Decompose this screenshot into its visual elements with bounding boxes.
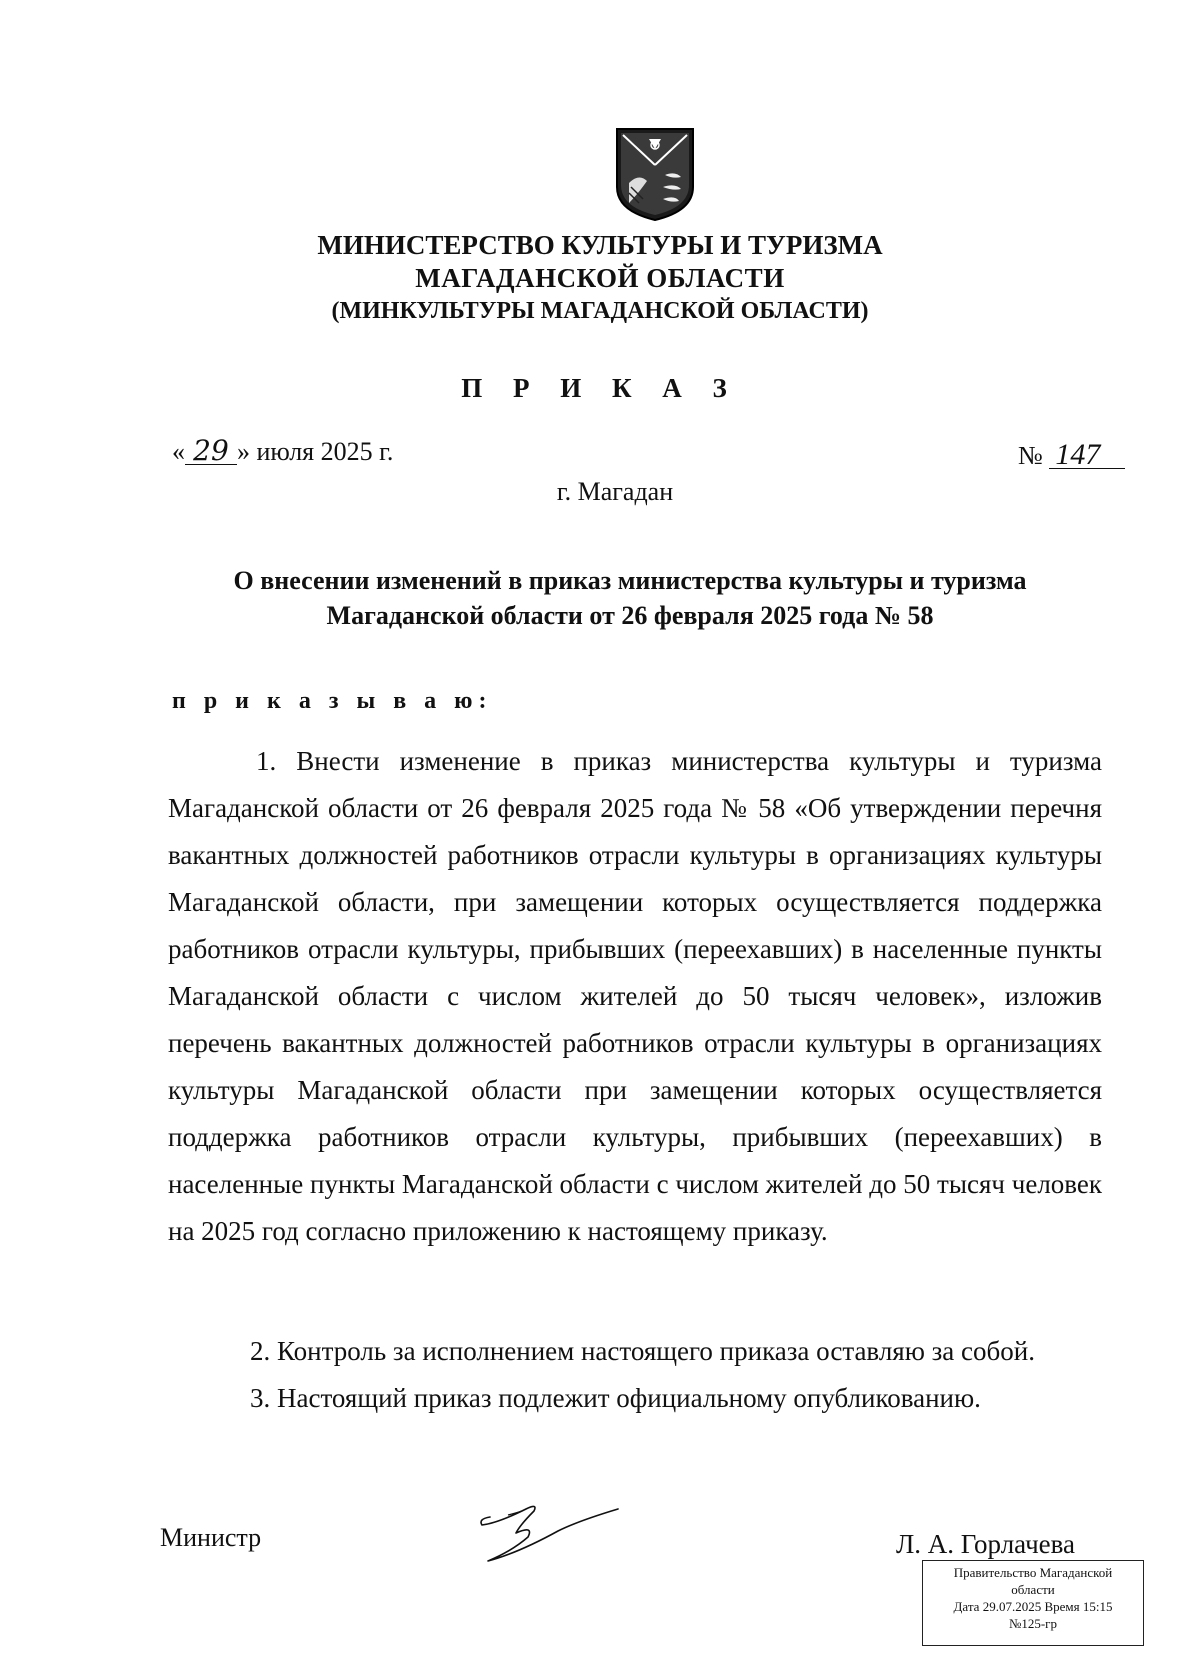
stamp-line1: Правительство Магаданской xyxy=(953,1565,1113,1580)
ministry-name-line2: МАГАДАНСКОЙ ОБЛАСТИ xyxy=(415,263,785,293)
document-date xyxy=(172,434,394,467)
stamp-line2: области xyxy=(1011,1582,1055,1597)
document-city: г. Магадан xyxy=(556,477,674,506)
stamp-line3: Дата 29.07.2025 Время 15:15 xyxy=(953,1599,1113,1614)
date-day: 29 xyxy=(185,438,237,465)
signer-name: Л. А. Горлачева xyxy=(896,1529,1076,1559)
order-item-2: 2. Контроль за исполнением настоящего приказа оставляю за собой. xyxy=(250,1336,1035,1366)
document-type: П Р И К А З xyxy=(461,373,739,403)
handwritten-signature-icon xyxy=(468,1495,628,1565)
registration-stamp xyxy=(922,1560,1144,1646)
signer-title: Министр xyxy=(160,1523,262,1552)
ministry-name-line1: МИНИСТЕРСТВО КУЛЬТУРЫ И ТУРИЗМА xyxy=(317,230,883,260)
number-label: № xyxy=(1018,441,1043,470)
stamp-line4: №125-гр xyxy=(1008,1616,1058,1631)
ministry-name-line3: (МИНКУЛЬТУРЫ МАГАДАНСКОЙ ОБЛАСТИ) xyxy=(331,298,869,324)
order-item-1 xyxy=(168,738,1102,1255)
document-subject xyxy=(150,563,1110,633)
subject-line1: О внесении изменений в приказ министерства культуры и туризма xyxy=(233,566,1027,595)
date-month-year: » июля 2025 г. xyxy=(237,437,394,466)
document-number xyxy=(1018,438,1125,471)
coat-of-arms-icon xyxy=(613,125,697,223)
number-value: 147 xyxy=(1049,442,1125,469)
order-word: п р и к а з ы в а ю: xyxy=(172,688,493,714)
order-item-1-text: 1. Внести изменение в приказ министерства культуры и туризма Магаданской области от 26 февраля 2025 года № 58 «Об утверждении перечня вакантных должностей работников отрасли культуры в организациях культуры Магаданской области, при замещении которых осуществляется поддержка работников отрасли культуры, прибывших (переехавших) в населенные пункты Магаданской области с числом жителей до 50 тысяч человек», изложив перечень вакантных должностей работников отрасли культуры в организациях культуры Магаданской области при замещении которых осуществляется поддержка работников отрасли культуры, прибывших (переехавших) в населенные пункты Магаданской области с числом жителей до 50 тысяч человек на 2025 год согласно приложению к настоящему приказу. xyxy=(168,746,1102,1246)
date-open-quote: « xyxy=(172,437,185,466)
order-item-3: 3. Настоящий приказ подлежит официальному опубликованию. xyxy=(250,1383,981,1413)
subject-line2: Магаданской области от 26 февраля 2025 года № 58 xyxy=(326,601,934,630)
